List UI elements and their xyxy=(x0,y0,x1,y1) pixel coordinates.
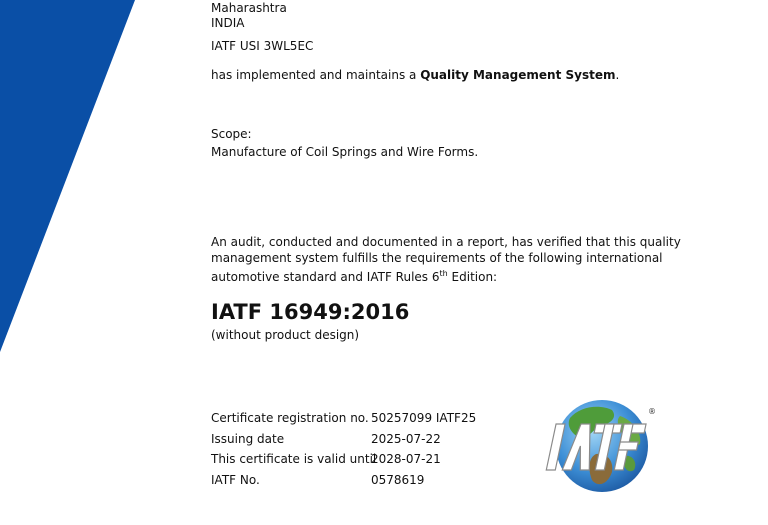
cert-reg-label: Certificate registration no. xyxy=(211,411,369,425)
iatf-no-value: 0578619 xyxy=(371,473,425,487)
cert-reg-value: 50257099 IATF25 xyxy=(371,411,477,425)
address-region: Maharashtra xyxy=(211,1,287,15)
registered-mark: ® xyxy=(648,407,656,416)
iatf-no-label: IATF No. xyxy=(211,473,260,487)
issuing-date-value: 2025-07-22 xyxy=(371,432,441,446)
valid-until-label: This certificate is valid until xyxy=(211,452,377,466)
standard-note: (without product design) xyxy=(211,328,360,342)
address-country: INDIA xyxy=(211,16,245,30)
audit-paragraph: An audit, conducted and documented in a report, has verified that this quality management system fulfills the requirements of the following international automotive standard and IATF Rules 6th Edition: xyxy=(211,235,681,284)
valid-until-value: 2028-07-21 xyxy=(371,452,441,466)
qms-name: Quality Management System xyxy=(420,68,616,82)
iatf-usi: IATF USI 3WL5EC xyxy=(211,39,314,53)
scope-text: Manufacture of Coil Springs and Wire Forms. xyxy=(211,145,479,159)
scope-label: Scope: xyxy=(211,127,252,141)
qms-statement: has implemented and maintains a Quality Management System. xyxy=(211,68,620,82)
iatf-logo-icon xyxy=(540,396,660,496)
standard-name: IATF 16949:2016 xyxy=(211,300,410,324)
issuing-date-label: Issuing date xyxy=(211,432,285,446)
blue-wedge-decoration xyxy=(0,0,140,360)
